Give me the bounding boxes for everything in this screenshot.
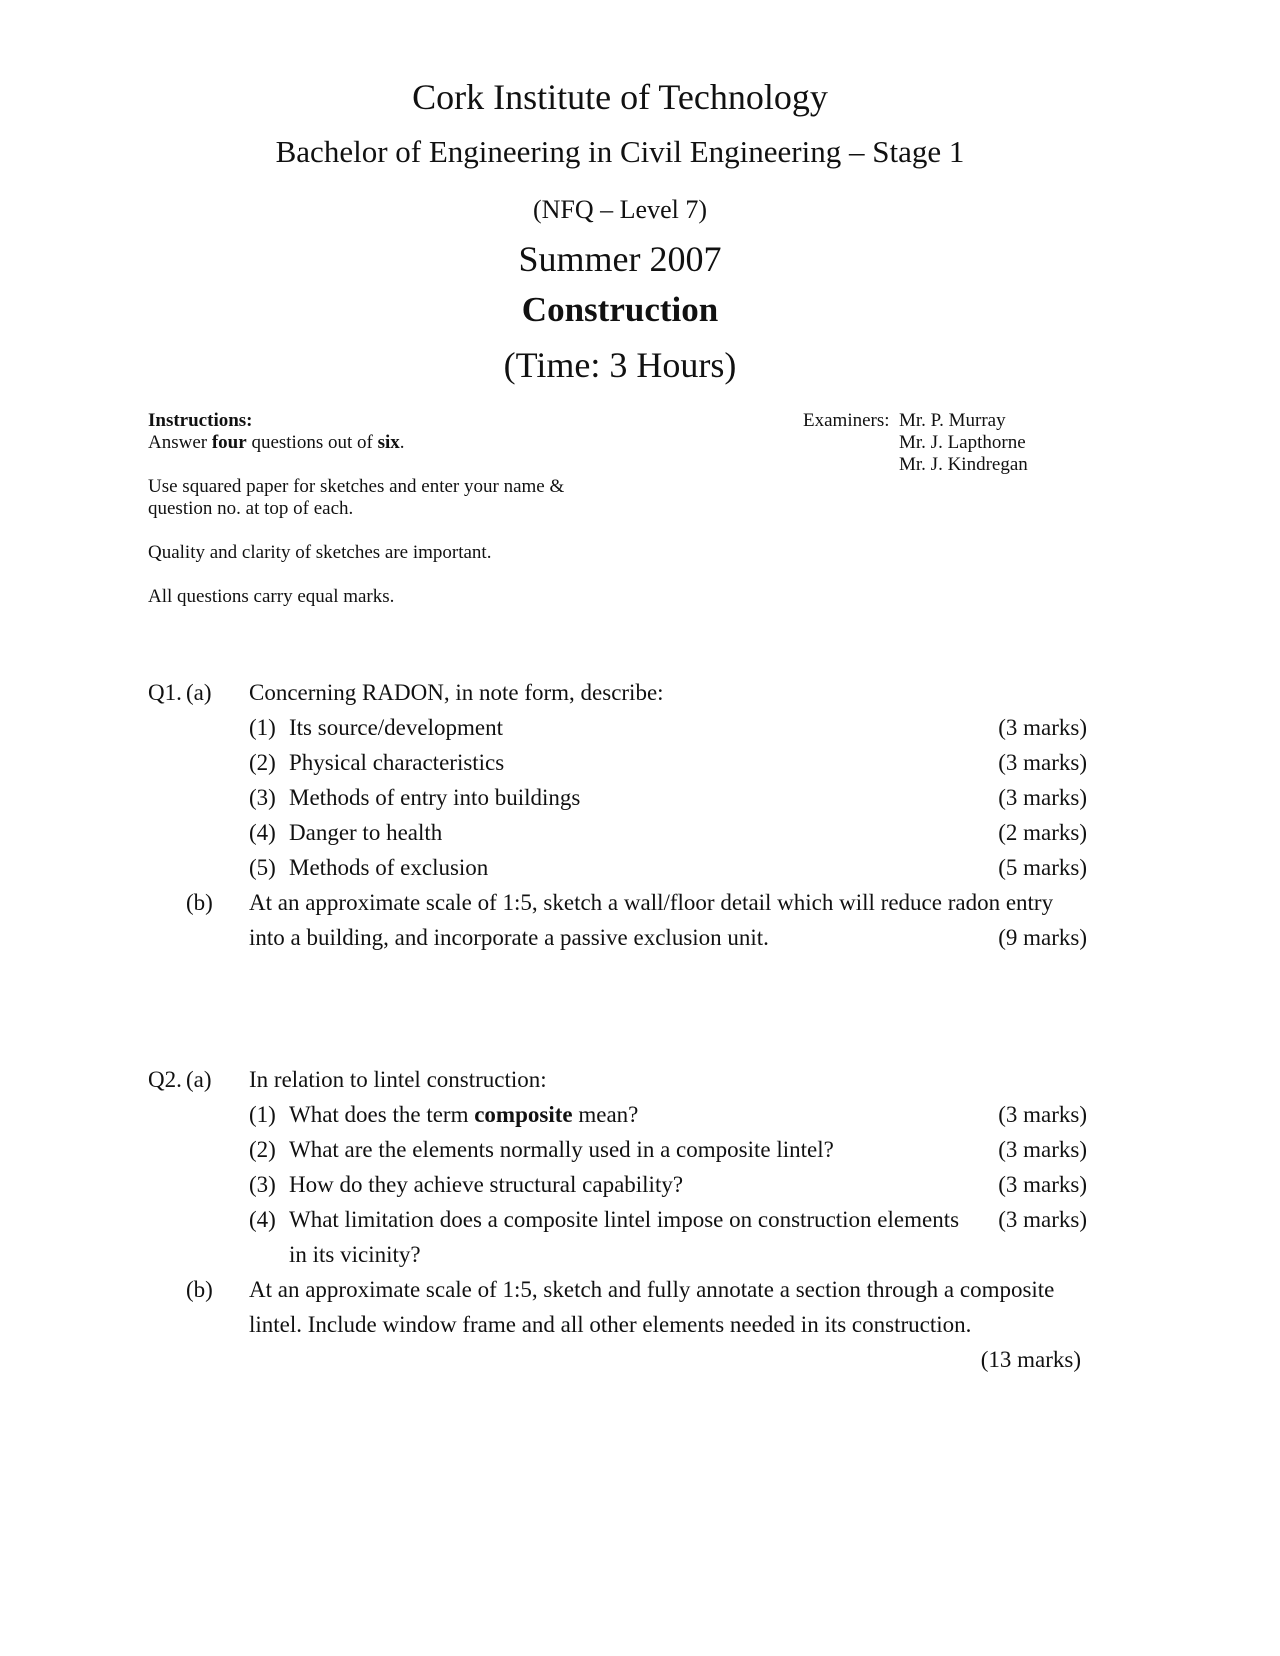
item-number: (1) <box>249 1102 276 1127</box>
instructions-paper: Use squared paper for sketches and enter your name & question no. at top of each. <box>148 476 565 519</box>
instructions-heading: Instructions: <box>148 410 253 431</box>
instructions-block <box>148 410 628 630</box>
item-text: What are the elements normally used in a composite lintel? <box>289 1137 834 1162</box>
item-marks: (2 marks) <box>998 820 1087 845</box>
programme-title: Bachelor of Engineering in Civil Engineering – Stage 1 <box>275 134 965 169</box>
item-number: (3) <box>249 785 276 810</box>
item-number: (2) <box>249 1137 276 1162</box>
item-marks: (3 marks) <box>998 750 1087 775</box>
item-text: Its source/development <box>289 715 503 740</box>
part-text: into a building, and incorporate a passive exclusion unit. <box>249 925 769 950</box>
part-label: (b) <box>186 1277 213 1302</box>
exam-duration: (Time: 3 Hours) <box>503 345 737 385</box>
item-marks: (3 marks) <box>998 1172 1087 1197</box>
item-marks: (3 marks) <box>998 1207 1087 1232</box>
part-text: In relation to lintel construction: <box>249 1067 547 1092</box>
part-label: (a) <box>186 680 212 705</box>
item-number: (5) <box>249 855 276 880</box>
item-text: What does the term composite mean? <box>289 1102 639 1127</box>
item-number: (4) <box>249 1207 276 1232</box>
part-text: At an approximate scale of 1:5, sketch a wall/floor detail which will reduce radon entry <box>249 890 1054 915</box>
examiner-name: Mr. P. Murray <box>899 410 1006 431</box>
item-text: Methods of exclusion <box>289 855 489 880</box>
item-marks: (3 marks) <box>998 1137 1087 1162</box>
instructions-quality: Quality and clarity of sketches are important. <box>148 542 492 563</box>
subject-title: Construction <box>521 290 719 329</box>
item-text: Methods of entry into buildings <box>289 785 581 810</box>
part-text: At an approximate scale of 1:5, sketch and fully annotate a section through a composite <box>249 1277 1055 1302</box>
part-text: lintel. Include window frame and all other elements needed in its construction. <box>249 1312 972 1337</box>
part-text: Concerning RADON, in note form, describe: <box>249 680 664 705</box>
item-text: What limitation does a composite lintel impose on construction elements <box>289 1207 960 1232</box>
instructions-marks: All questions carry equal marks. <box>148 586 395 607</box>
part-label: (a) <box>186 1067 212 1092</box>
item-text: Physical characteristics <box>289 750 505 775</box>
item-text: in its vicinity? <box>289 1242 421 1267</box>
examiner-name: Mr. J. Kindregan <box>899 454 1028 475</box>
item-number: (2) <box>249 750 276 775</box>
item-text: Danger to health <box>289 820 443 845</box>
item-marks: (5 marks) <box>998 855 1087 880</box>
exam-session: Summer 2007 <box>518 239 722 279</box>
item-number: (1) <box>249 715 276 740</box>
item-marks: (3 marks) <box>998 715 1087 740</box>
item-marks: (3 marks) <box>998 785 1087 810</box>
examiner-name: Mr. J. Lapthorne <box>899 432 1026 453</box>
question-number: Q1. <box>148 680 182 705</box>
item-text: How do they achieve structural capability? <box>289 1172 684 1197</box>
item-number: (4) <box>249 820 276 845</box>
part-label: (b) <box>186 890 213 915</box>
part-marks: (9 marks) <box>998 925 1087 950</box>
item-number: (3) <box>249 1172 276 1197</box>
examiners-names <box>899 410 1028 476</box>
examiners-label: Examiners: <box>803 410 890 431</box>
item-marks: (3 marks) <box>998 1102 1087 1127</box>
institution-title: Cork Institute of Technology <box>412 77 828 117</box>
nfq-level: (NFQ – Level 7) <box>532 195 707 224</box>
part-marks: (13 marks) <box>980 1347 1081 1372</box>
question-number: Q2. <box>148 1067 182 1092</box>
instructions-answer: Answer four questions out of six. <box>148 432 405 453</box>
